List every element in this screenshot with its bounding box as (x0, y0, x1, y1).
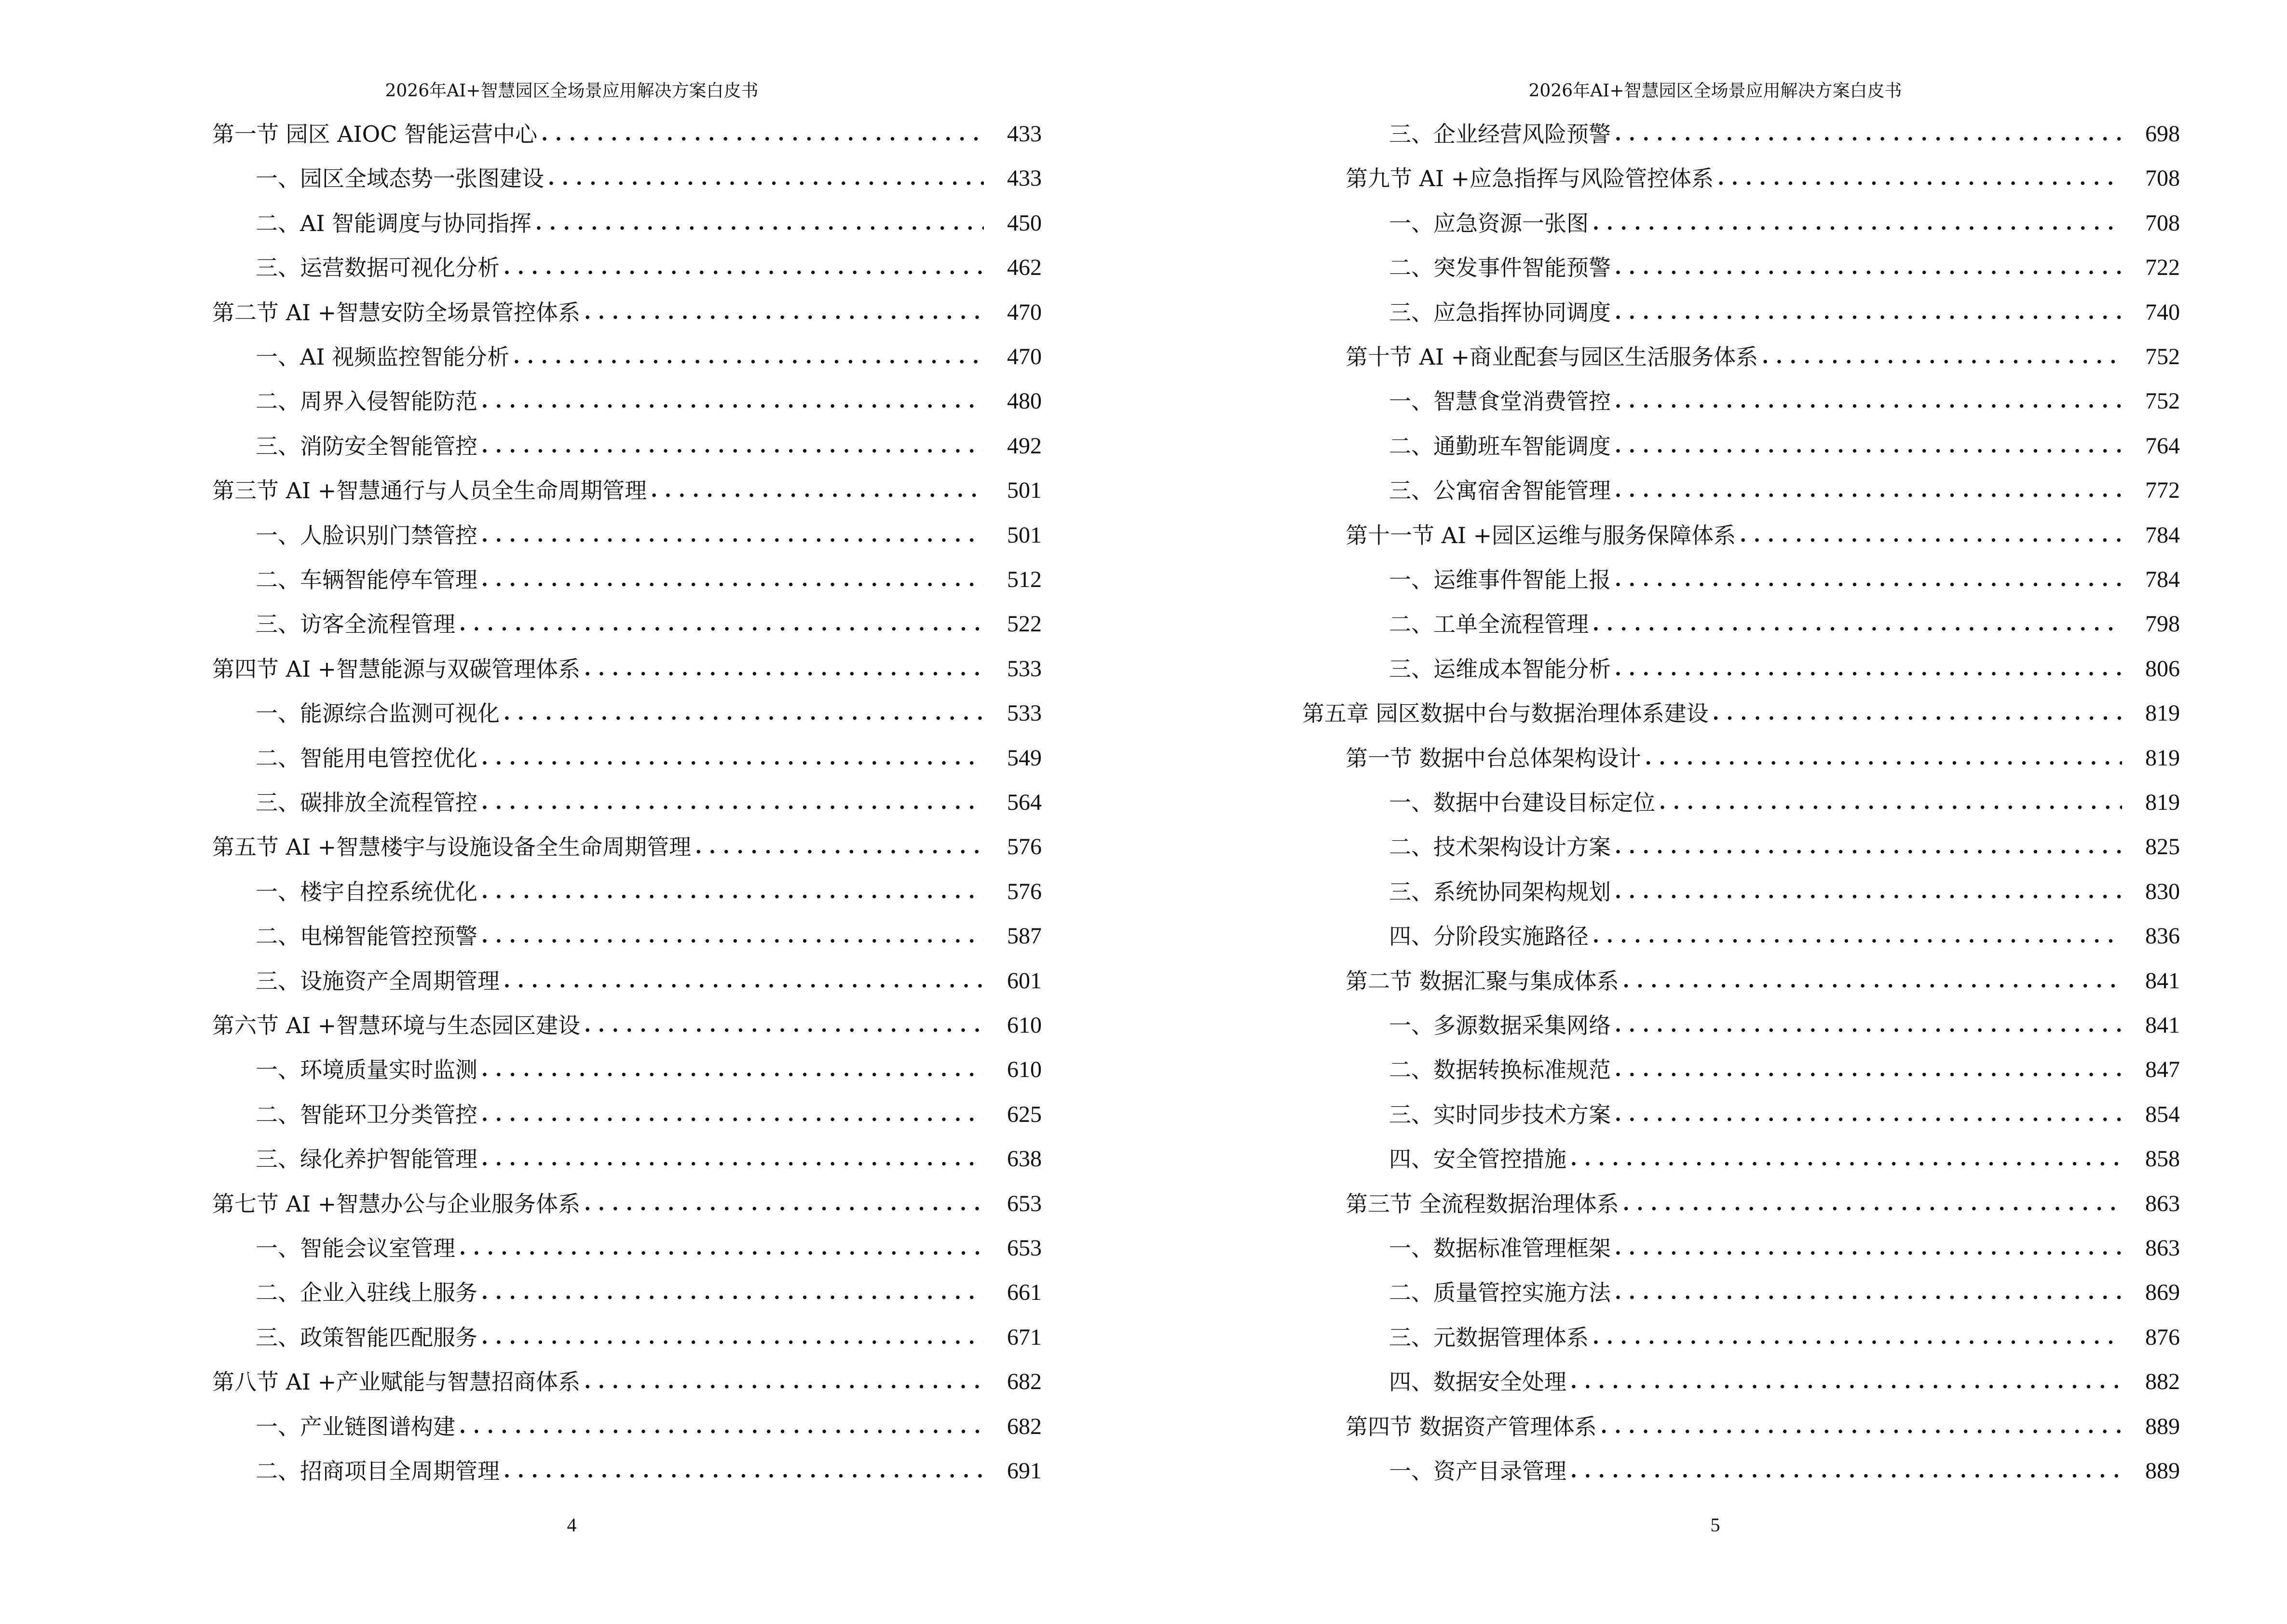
toc-entry[interactable] (1302, 830, 2180, 864)
dot-leader (1615, 429, 2122, 463)
dot-leader (1615, 830, 2122, 864)
toc-entry-page: 512 (1007, 567, 1042, 592)
toc-entry[interactable] (212, 741, 1042, 775)
toc-entry[interactable] (212, 919, 1042, 953)
toc-entry-title: 一、人脸识别门禁管控 (256, 522, 477, 548)
toc-entry-page: 854 (2145, 1101, 2180, 1127)
toc-entry-title: 二、AI 智能调度与协同指挥 (256, 210, 532, 236)
toc-entry[interactable] (1302, 1365, 2180, 1399)
toc-entry[interactable] (1302, 251, 2180, 285)
toc-entry[interactable] (212, 1142, 1042, 1176)
toc-entry-title: 第四节 数据资产管理体系 (1346, 1413, 1597, 1440)
dot-leader (1713, 696, 2122, 730)
toc-entry-page: 830 (2145, 878, 2180, 904)
toc-entry-page: 772 (2145, 478, 2180, 504)
toc-entry-title: 一、应急资源一张图 (1389, 210, 1589, 236)
dot-leader (1762, 340, 2122, 374)
toc-entry-page: 533 (1007, 700, 1042, 726)
toc-entry-title: 二、智能环卫分类管控 (256, 1101, 477, 1128)
dot-leader (1615, 117, 2122, 151)
toc-entry-title: 三、运维成本智能分析 (1389, 655, 1611, 682)
toc-entry[interactable] (212, 1053, 1042, 1087)
page-number: 4 (567, 1514, 577, 1536)
dot-leader (651, 474, 984, 507)
dot-leader (1601, 1410, 2122, 1444)
dot-leader (1593, 1321, 2122, 1354)
toc-entry-title: 第二节 AI +智慧安防全场景管控体系 (212, 299, 581, 326)
dot-leader (1717, 162, 2122, 195)
toc-entry-title: 第一节 园区 AIOC 智能运营中心 (212, 121, 538, 147)
dot-leader (481, 563, 984, 597)
toc-entry-title: 一、能源综合监测可视化 (256, 700, 500, 727)
toc-entry[interactable] (1302, 652, 2180, 686)
toc-entry-title: 三、访客全流程管理 (256, 611, 455, 638)
toc-entry-title: 一、智能会议室管理 (256, 1235, 455, 1261)
dot-leader (584, 1365, 984, 1399)
toc-entry-page: 492 (1007, 433, 1042, 459)
dot-leader (1593, 206, 2122, 240)
toc-entry-page: 653 (1007, 1235, 1042, 1261)
toc-entry[interactable] (1302, 696, 2180, 730)
toc-entry[interactable] (212, 384, 1042, 418)
toc-entry-title: 三、碳排放全流程管控 (256, 790, 477, 816)
toc-entry[interactable] (1302, 1187, 2180, 1221)
toc-entry-page: 740 (2145, 299, 2180, 325)
toc-entry[interactable] (1302, 919, 2180, 953)
toc-entry-page: 433 (1007, 121, 1042, 147)
dot-leader (1615, 1276, 2122, 1310)
toc-entry-page: 841 (2145, 968, 2180, 994)
dot-leader (481, 919, 984, 953)
toc-entry-page: 549 (1007, 745, 1042, 771)
toc-entry[interactable] (212, 429, 1042, 463)
toc-entry-page: 819 (2145, 790, 2180, 815)
dot-leader (1615, 384, 2122, 418)
toc-entry-page: 576 (1007, 878, 1042, 904)
toc-entry-page: 671 (1007, 1324, 1042, 1350)
toc-entry[interactable] (1302, 340, 2180, 374)
toc-entry-title: 三、政策智能匹配服务 (256, 1324, 477, 1351)
toc-entry[interactable] (212, 1410, 1042, 1444)
toc-entry[interactable] (1302, 162, 2180, 195)
toc-entry-title: 二、企业入驻线上服务 (256, 1280, 477, 1306)
toc-entry[interactable] (1302, 563, 2180, 597)
toc-entry-title: 二、数据转换标准规范 (1389, 1057, 1611, 1083)
toc-entry-page: 841 (2145, 1012, 2180, 1038)
toc-entry-page: 564 (1007, 790, 1042, 815)
toc-entry-title: 一、资产目录管理 (1389, 1458, 1566, 1484)
toc-entry-title: 二、周界入侵智能防范 (256, 388, 477, 415)
toc-entry[interactable] (1302, 1142, 2180, 1176)
toc-entry-title: 第九节 AI +应急指挥与风险管控体系 (1346, 165, 1714, 192)
toc-entry-title: 四、数据安全处理 (1389, 1369, 1566, 1395)
toc-entry[interactable] (1302, 384, 2180, 418)
dot-leader (584, 652, 984, 686)
dot-leader (1615, 474, 2122, 507)
dot-leader (584, 1187, 984, 1221)
dot-leader (541, 117, 984, 151)
toc-entry-page: 576 (1007, 834, 1042, 860)
toc-entry[interactable] (212, 786, 1042, 819)
toc-entry-title: 三、系统协同架构规划 (1389, 878, 1611, 905)
toc-entry-title: 第四节 AI +智慧能源与双碳管理体系 (212, 655, 581, 682)
toc-entry-page: 764 (2145, 433, 2180, 459)
dot-leader (548, 162, 984, 195)
toc-entry[interactable] (1302, 607, 2180, 641)
toc-entry[interactable] (1302, 1454, 2180, 1488)
dot-leader (481, 1098, 984, 1132)
toc-entry[interactable] (212, 1231, 1042, 1265)
toc-entry-title: 第一节 数据中台总体架构设计 (1346, 745, 1641, 771)
dot-leader (481, 1321, 984, 1354)
toc-entry-title: 三、应急指挥协同调度 (1389, 299, 1611, 326)
toc-entry-title: 二、工单全流程管理 (1389, 611, 1589, 638)
dot-leader (1740, 519, 2122, 552)
dot-leader (1615, 1098, 2122, 1132)
toc-entry-title: 一、产业链图谱构建 (256, 1413, 455, 1440)
toc-entry-page: 752 (2145, 388, 2180, 414)
toc-entry-page: 682 (1007, 1413, 1042, 1439)
toc-entry[interactable] (1302, 519, 2180, 552)
toc-entry-title: 一、数据中台建设目标定位 (1389, 790, 1655, 816)
toc-entry-page: 752 (2145, 344, 2180, 369)
dot-leader (1570, 1365, 2122, 1399)
toc-entry-page: 806 (2145, 655, 2180, 682)
toc-entry-title: 二、技术架构设计方案 (1389, 834, 1611, 860)
toc-entry-page: 876 (2145, 1324, 2180, 1350)
toc-entry-title: 第二节 数据汇聚与集成体系 (1346, 968, 1619, 994)
toc-entry-title: 一、园区全域态势一张图建设 (256, 165, 544, 192)
dot-leader (459, 1231, 984, 1265)
toc-entry-page: 819 (2145, 700, 2180, 726)
toc-entry[interactable] (212, 1276, 1042, 1310)
toc-entry-title: 二、通勤班车智能调度 (1389, 433, 1611, 459)
toc-entry-page: 610 (1007, 1057, 1042, 1083)
toc-entry-title: 一、AI 视频监控智能分析 (256, 344, 510, 370)
toc-entry-page: 722 (2145, 255, 2180, 281)
dot-leader (481, 1053, 984, 1087)
toc-entry[interactable] (212, 964, 1042, 998)
toc-entry-page: 784 (2145, 522, 2180, 548)
toc-entry[interactable] (1302, 964, 2180, 998)
toc-entry[interactable] (1302, 206, 2180, 240)
dot-leader (695, 830, 984, 864)
dot-leader (1615, 1009, 2122, 1042)
toc-entry-page: 869 (2145, 1280, 2180, 1306)
dot-leader (481, 429, 984, 463)
toc-entry-title: 第五章 园区数据中台与数据治理体系建设 (1302, 700, 1709, 727)
toc-entry-page: 522 (1007, 611, 1042, 637)
toc-entry[interactable] (212, 607, 1042, 641)
toc-entry-page: 784 (2145, 567, 2180, 592)
toc-entry-page: 863 (2145, 1190, 2180, 1216)
toc-entry[interactable] (1302, 474, 2180, 507)
toc-entry-page: 501 (1007, 522, 1042, 548)
dot-leader (535, 206, 984, 240)
dot-leader (1570, 1142, 2122, 1176)
toc-entry-page: 889 (2145, 1413, 2180, 1439)
dot-leader (1623, 1187, 2122, 1221)
toc-entry[interactable] (212, 474, 1042, 507)
toc-entry-title: 二、质量管控实施方法 (1389, 1280, 1611, 1306)
toc-entry[interactable] (1302, 1276, 2180, 1310)
dot-leader (504, 1454, 984, 1488)
toc-entry-title: 第五节 AI +智慧楼宇与设施设备全生命周期管理 (212, 834, 692, 860)
toc-entry-page: 819 (2145, 745, 2180, 771)
toc-entry-title: 第十一节 AI +园区运维与服务保障体系 (1346, 522, 1736, 548)
toc-entry-title: 二、突发事件智能预警 (1389, 255, 1611, 281)
toc-entry-title: 第三节 AI +智慧通行与人员全生命周期管理 (212, 478, 647, 504)
toc-entry-title: 一、运维事件智能上报 (1389, 567, 1611, 593)
toc-entry[interactable] (212, 1098, 1042, 1132)
toc-entry[interactable] (1302, 786, 2180, 819)
dot-leader (481, 1142, 984, 1176)
dot-leader (1615, 251, 2122, 285)
toc-entry-page: 625 (1007, 1101, 1042, 1127)
dot-leader (504, 696, 984, 730)
dot-leader (504, 251, 984, 285)
dot-leader (1615, 563, 2122, 597)
dot-leader (1615, 1231, 2122, 1265)
toc-entry-title: 三、绿化养护智能管理 (256, 1146, 477, 1173)
dot-leader (1615, 296, 2122, 329)
toc-entry[interactable] (212, 652, 1042, 686)
dot-leader (1615, 1053, 2122, 1087)
toc-entry-page: 847 (2145, 1057, 2180, 1083)
dot-leader (459, 607, 984, 641)
toc-entry-title: 三、元数据管理体系 (1389, 1324, 1589, 1351)
toc-entry-page: 882 (2145, 1369, 2180, 1395)
toc-entry[interactable] (212, 696, 1042, 730)
running-header: 2026年AI+智慧园区全场景应用解决方案白皮书 (1528, 81, 1902, 101)
toc-entry-page: 836 (2145, 923, 2180, 949)
toc-entry[interactable] (212, 1365, 1042, 1399)
toc-entry[interactable] (212, 563, 1042, 597)
toc-entry-title: 一、数据标准管理框架 (1389, 1235, 1611, 1261)
toc-entry[interactable] (212, 117, 1042, 151)
dot-leader (504, 964, 984, 998)
toc-entry-title: 二、招商项目全周期管理 (256, 1458, 500, 1484)
dot-leader (481, 384, 984, 418)
toc-entry[interactable] (1302, 1098, 2180, 1132)
toc-entry-title: 第七节 AI +智慧办公与企业服务体系 (212, 1190, 581, 1217)
toc-entry[interactable] (212, 830, 1042, 864)
toc-entry-page: 708 (2145, 210, 2180, 236)
toc-entry[interactable] (1302, 1410, 2180, 1444)
toc-entry-title: 第六节 AI +智慧环境与生态园区建设 (212, 1012, 581, 1038)
toc-entry-page: 638 (1007, 1146, 1042, 1172)
toc-entry[interactable] (1302, 1053, 2180, 1087)
toc-entry[interactable] (1302, 1321, 2180, 1354)
dot-leader (481, 519, 984, 552)
toc-entry[interactable] (212, 1009, 1042, 1042)
dot-leader (1645, 741, 2122, 775)
toc-entry-title: 四、安全管控措施 (1389, 1146, 1566, 1173)
dot-leader (513, 340, 984, 374)
toc-entry-page: 682 (1007, 1369, 1042, 1395)
running-header: 2026年AI+智慧园区全场景应用解决方案白皮书 (385, 81, 759, 101)
toc-entry-title: 一、多源数据采集网络 (1389, 1012, 1611, 1038)
toc-entry[interactable] (1302, 1009, 2180, 1042)
toc-entry-title: 三、消防安全智能管控 (256, 433, 477, 459)
dot-leader (1615, 652, 2122, 686)
toc-entry-page: 587 (1007, 923, 1042, 949)
toc-entry[interactable] (1302, 1231, 2180, 1265)
toc-entry-title: 四、分阶段实施路径 (1389, 923, 1589, 950)
toc-entry-page: 661 (1007, 1280, 1042, 1306)
toc-entry-page: 462 (1007, 255, 1042, 281)
toc-entry-page: 501 (1007, 478, 1042, 504)
dot-leader (481, 1276, 984, 1310)
toc-entry-page: 889 (2145, 1458, 2180, 1484)
toc-entry-title: 一、智慧食堂消费管控 (1389, 388, 1611, 415)
toc-entry-title: 二、车辆智能停车管理 (256, 567, 477, 593)
toc-entry-title: 三、运营数据可视化分析 (256, 255, 500, 281)
toc-entry-page: 858 (2145, 1146, 2180, 1172)
toc-entry-page: 470 (1007, 299, 1042, 325)
toc-entry-title: 三、企业经营风险预警 (1389, 121, 1611, 147)
toc-entry-title: 二、电梯智能管控预警 (256, 923, 477, 950)
dot-leader (459, 1410, 984, 1444)
toc-entry[interactable] (1302, 296, 2180, 329)
toc-entry[interactable] (1302, 875, 2180, 909)
toc-entry-page: 863 (2145, 1235, 2180, 1261)
toc-entry-page: 470 (1007, 344, 1042, 369)
dot-leader (481, 875, 984, 909)
toc-entry[interactable] (212, 1187, 1042, 1221)
toc-entry-title: 三、公寓宿舍智能管理 (1389, 478, 1611, 504)
page-number: 5 (1710, 1514, 1720, 1536)
toc-entry-title: 二、智能用电管控优化 (256, 745, 477, 771)
toc-entry-title: 一、环境质量实时监测 (256, 1057, 477, 1083)
dot-leader (1623, 964, 2122, 998)
toc-entry-page: 698 (2145, 121, 2180, 147)
dot-leader (481, 741, 984, 775)
toc-entry[interactable] (212, 340, 1042, 374)
toc-entry-page: 480 (1007, 388, 1042, 414)
toc-entry[interactable] (212, 519, 1042, 552)
toc-entry[interactable] (1302, 429, 2180, 463)
toc-entry-title: 第八节 AI +产业赋能与智慧招商体系 (212, 1369, 581, 1395)
toc-entry-page: 433 (1007, 165, 1042, 191)
toc-page-right (1144, 0, 2287, 1624)
toc-entry-page: 825 (2145, 834, 2180, 860)
toc-entry-page: 450 (1007, 210, 1042, 236)
toc-entry-page: 610 (1007, 1012, 1042, 1038)
dot-leader (584, 1009, 984, 1042)
toc-entry-page: 653 (1007, 1190, 1042, 1216)
dot-leader (1570, 1454, 2122, 1488)
dot-leader (481, 786, 984, 819)
toc-entry-title: 三、实时同步技术方案 (1389, 1101, 1611, 1128)
dot-leader (1593, 919, 2122, 953)
toc-entry[interactable] (1302, 741, 2180, 775)
toc-entry[interactable] (1302, 117, 2180, 151)
toc-entry[interactable] (212, 296, 1042, 329)
toc-entry-title: 三、设施资产全周期管理 (256, 968, 500, 994)
toc-entry-page: 798 (2145, 611, 2180, 637)
toc-entry-title: 一、楼宇自控系统优化 (256, 878, 477, 905)
toc-entry[interactable] (212, 1454, 1042, 1488)
dot-leader (584, 296, 984, 329)
toc-entry[interactable] (212, 1321, 1042, 1354)
toc-entry-page: 708 (2145, 165, 2180, 191)
dot-leader (1615, 875, 2122, 909)
toc-entry-page: 601 (1007, 968, 1042, 994)
toc-entry-title: 第三节 全流程数据治理体系 (1346, 1190, 1619, 1217)
toc-entry[interactable] (212, 206, 1042, 240)
toc-entry-title: 第十节 AI +商业配套与园区生活服务体系 (1346, 344, 1758, 370)
toc-entry-page: 533 (1007, 655, 1042, 682)
toc-entry-page: 691 (1007, 1458, 1042, 1484)
dot-leader (1593, 607, 2122, 641)
toc-entry[interactable] (212, 875, 1042, 909)
toc-entry[interactable] (212, 162, 1042, 195)
dot-leader (1659, 786, 2122, 819)
toc-entry[interactable] (212, 251, 1042, 285)
